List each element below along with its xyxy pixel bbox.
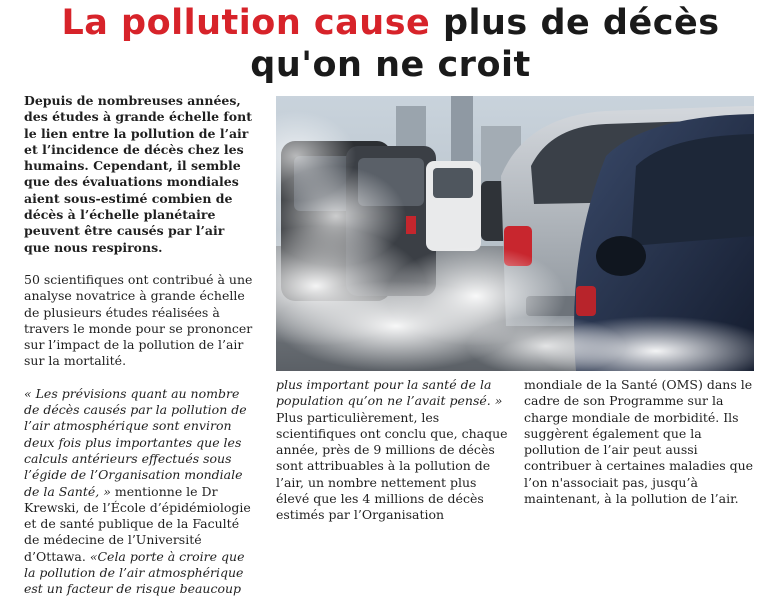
headline-red-part: La pollution cause <box>61 3 431 43</box>
headline-line-1 <box>0 2 781 44</box>
quote-continuation: plus important pour la santé de la population qu’on ne l’avait pensé. » <box>276 377 503 409</box>
body-paragraph: 50 scientifiques ont contribué à une analyse novatrice à grande échelle de plusieurs études réalisées à travers le monde pour se prononcer sur l’impact de la pollution de l’air sur la mortalité. <box>24 271 253 369</box>
lead-paragraph: Depuis de nombreuses années, des études à grande échelle font le lien entre la pollution de l’air et l’incidence de décès chez les humains. Cependant, il semble que des évaluations mondiales aient sous-estimé combien de décès à l’échelle planétaire peuvent être causés par l’air que nous respirons. <box>24 93 252 255</box>
headline-line-2: qu'on ne croit <box>250 45 531 85</box>
quote-attribution: mentionne le Dr Krewski, de l’École d’épidémiologie et de santé publique de la Faculté de médecine de l’Université d’Ottawa. <box>24 483 251 564</box>
quote-text-2: «Cela porte à croire que la pollution de l’air atmosphérique est un facteur de risque beaucoup <box>24 548 245 597</box>
traffic-pollution-photo <box>276 96 754 371</box>
quote-paragraph <box>24 386 253 598</box>
middle-column <box>276 377 508 524</box>
headline-dark-part-1: plus de décès <box>430 3 720 43</box>
quote-text-1: « Les prévisions quant au nombre de décès causés par la pollution de l’air atmosphérique sont environ deux fois plus importantes que les calculs antérieurs effectués sous l’égide de l’Organisation mondiale de la Santé, » <box>24 385 247 499</box>
right-paragraph: mondiale de la Santé (OMS) dans le cadre de son Programme sur la charge mondiale de morbidité. Ils suggèrent également que la pollution de l’air peut aussi contribuer à certaines maladies que l’on n'associait pas, jusqu’à maintenant, à la pollution de l’air. <box>524 377 754 507</box>
headline <box>0 2 781 86</box>
left-column <box>24 93 253 598</box>
middle-paragraph: Plus particulièrement, les scientifiques ont conclu que, chaque année, près de 9 millions de décès sont attribuables à la pollution de l’air, un nombre nettement plus élevé que les 4 millions de décès estimés par l’Organisation <box>276 409 508 523</box>
right-column <box>524 377 758 507</box>
